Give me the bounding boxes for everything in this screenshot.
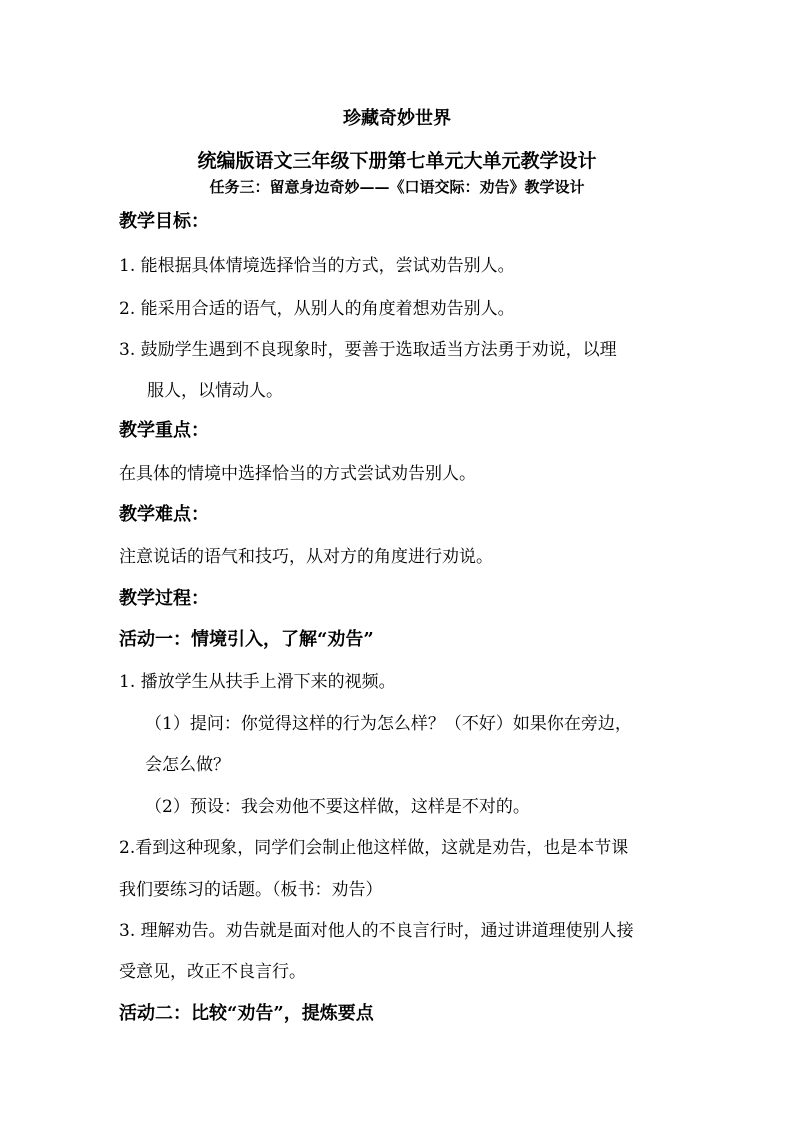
activity1-line: 我们要练习的话题。（板书：劝告）	[119, 880, 383, 900]
activity1-line: 1. 播放学生从扶手上滑下来的视频。	[119, 672, 396, 692]
task-title: 任务三：留意身边奇妙——《口语交际：劝告》教学设计	[209, 178, 585, 196]
key-heading: 教学重点：	[119, 420, 209, 441]
goal-item-continuation: 服人，以情动人。	[147, 381, 283, 401]
process-heading: 教学过程：	[119, 588, 209, 609]
document-subtitle: 统编版语文三年级下册第七单元大单元教学设计	[197, 150, 597, 172]
difficulty-heading: 教学难点：	[119, 504, 209, 525]
activity2-heading: 活动二：比较“劝告”，提炼要点	[119, 1003, 374, 1024]
activity1-line: 2.看到这种现象，同学们会制止他这样做，这就是劝告，也是本节课	[119, 838, 629, 858]
key-text: 在具体的情境中选择恰当的方式尝试劝告别人。	[119, 464, 476, 484]
activity1-line: （1）提问：你觉得这样的行为怎么样？（不好）如果你在旁边，	[145, 714, 632, 734]
activity1-line: 会怎么做？	[145, 755, 230, 775]
goal-item: 3. 鼓励学生遇到不良现象时，要善于选取适当方法勇于劝说，以理	[119, 340, 617, 360]
difficulty-text: 注意说话的语气和技巧，从对方的角度进行劝说。	[119, 547, 493, 567]
activity1-line: 3. 理解劝告。劝告就是面对他人的不良言行时，通过讲道理使别人接	[119, 921, 634, 941]
goals-heading: 教学目标：	[119, 211, 209, 232]
document-title: 珍藏奇妙世界	[343, 108, 451, 129]
activity1-line: （2）预设：我会劝他不要这样做，这样是不对的。	[145, 797, 530, 817]
activity1-line: 受意见，改正不良言行。	[119, 962, 306, 982]
activity1-heading: 活动一：情境引入，了解“劝告”	[119, 629, 374, 650]
goal-item: 2. 能采用合适的语气，从别人的角度着想劝告别人。	[119, 299, 515, 319]
goal-item: 1. 能根据具体情境选择恰当的方式，尝试劝告别人。	[119, 256, 515, 276]
